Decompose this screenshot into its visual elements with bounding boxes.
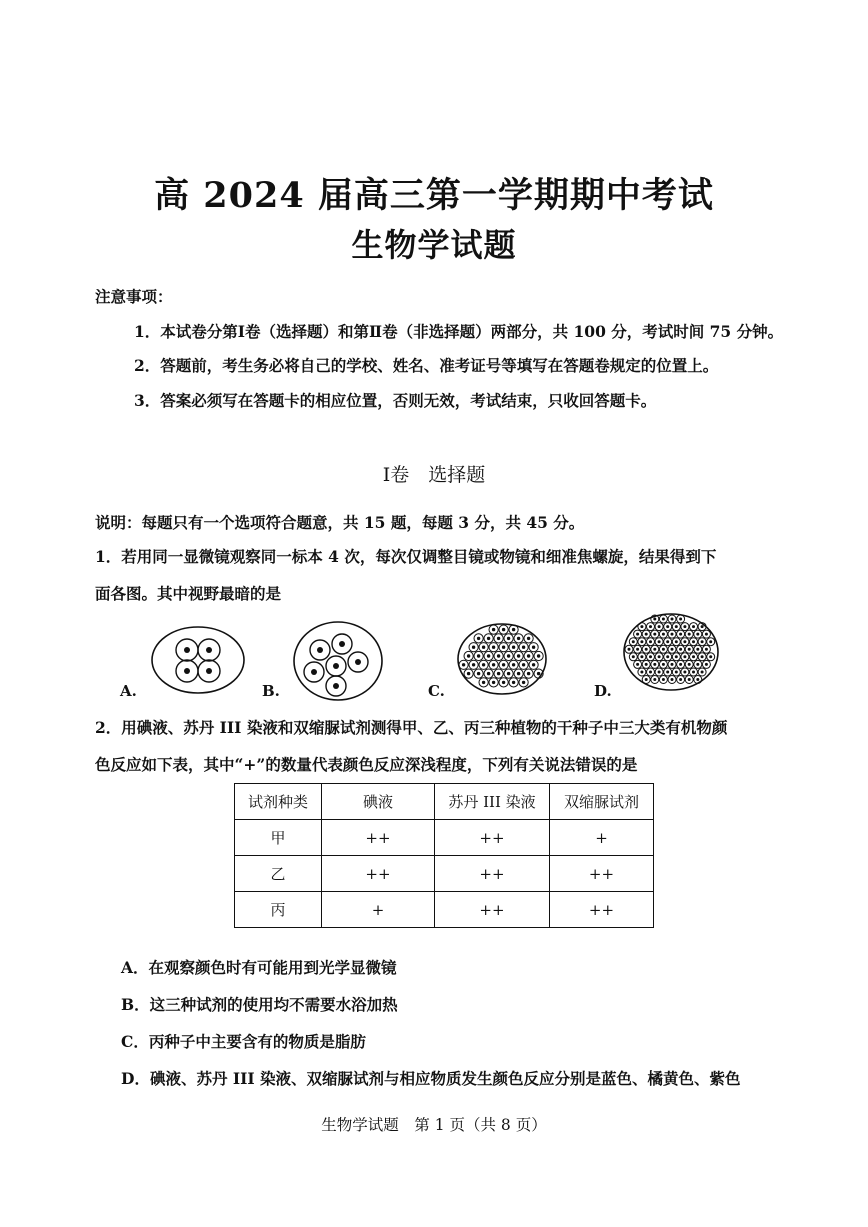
table-cell: ++ [550, 892, 654, 928]
cell-nucleus [482, 646, 485, 649]
cell-nucleus [502, 628, 505, 631]
cell-nucleus [467, 672, 470, 675]
cell-nucleus [527, 672, 530, 675]
cell-nucleus [477, 637, 480, 640]
cell-nucleus [640, 640, 643, 643]
cell-nucleus [492, 628, 495, 631]
cell-nucleus [662, 648, 665, 651]
cell-nucleus [658, 625, 661, 628]
table-row [235, 820, 654, 856]
option-b: B．这三种试剂的使用均不需要水浴加热 [121, 995, 398, 1014]
cell-nucleus [472, 646, 475, 649]
option-d: D．碘液、苏丹 III 染液、双缩脲试剂与相应物质发生颜色反应分别是蓝色、橘黄色、紫色 [121, 1069, 741, 1088]
cell-nucleus [679, 633, 682, 636]
cell-nucleus [671, 648, 674, 651]
cell-nucleus [666, 655, 669, 658]
cell-nucleus [492, 646, 495, 649]
question-1-line-2: 面各图。其中视野最暗的是 [95, 584, 282, 603]
cell-nucleus [497, 654, 500, 657]
cell-nucleus [701, 671, 704, 674]
cell-nucleus [666, 625, 669, 628]
section-title: Ⅰ卷 选择题 [382, 464, 486, 486]
cell-nucleus [666, 640, 669, 643]
cell-nucleus [497, 672, 500, 675]
cell-nucleus [662, 663, 665, 666]
cell-nucleus [482, 663, 485, 666]
cell-nucleus [696, 678, 699, 681]
cell-nucleus [649, 671, 652, 674]
cell-nucleus [683, 625, 686, 628]
option-label-a: A. [120, 682, 137, 700]
table-cell: 丙 [235, 892, 322, 928]
cell-nucleus [640, 671, 643, 674]
cell-nucleus [653, 663, 656, 666]
option-a: A．在观察颜色时有可能用到光学显微镜 [121, 958, 397, 977]
cell-nucleus [696, 648, 699, 651]
option-label-d: D. [594, 682, 612, 700]
cell-nucleus [679, 648, 682, 651]
microscope-view-b [292, 620, 384, 702]
cell-nucleus [683, 655, 686, 658]
table-header-row [235, 784, 654, 820]
cell-nucleus [662, 633, 665, 636]
cell-nucleus [692, 625, 695, 628]
cell-nucleus [517, 654, 520, 657]
cell-nucleus [467, 654, 470, 657]
cell-nucleus [671, 663, 674, 666]
cell-nucleus [696, 663, 699, 666]
cell-nucleus [653, 633, 656, 636]
cell-nucleus [705, 648, 708, 651]
cell-nucleus [658, 671, 661, 674]
cell-nucleus [705, 633, 708, 636]
table-cell: ++ [435, 856, 550, 892]
cell-nucleus [675, 655, 678, 658]
section-instruction: 说明：每题只有一个选项符合题意，共 15 题，每题 3 分，共 45 分。 [95, 513, 585, 532]
cell-nucleus [537, 654, 540, 657]
table-row [235, 856, 654, 892]
microscope-view-c [456, 622, 548, 696]
cell-nucleus [675, 640, 678, 643]
table-cell: ++ [322, 820, 435, 856]
cell-nucleus [692, 655, 695, 658]
exam-subtitle: 生物学试题 [351, 226, 517, 264]
cell-nucleus [645, 633, 648, 636]
cell-nucleus [683, 640, 686, 643]
cell-nucleus [502, 681, 505, 684]
cell-nucleus [628, 648, 631, 651]
cell-nucleus [692, 671, 695, 674]
cell-nucleus [688, 678, 691, 681]
cell-nucleus [692, 640, 695, 643]
cell-nucleus [487, 637, 490, 640]
cell-nucleus [696, 633, 699, 636]
table-header: 苏丹 III 染液 [435, 784, 550, 820]
table-cell: ++ [435, 820, 550, 856]
cell-nucleus [688, 648, 691, 651]
cell-nucleus [662, 618, 665, 621]
cell-nucleus [527, 637, 530, 640]
table-cell: + [550, 820, 654, 856]
cell-nucleus [472, 663, 475, 666]
cell-nucleus [645, 663, 648, 666]
table-header: 碘液 [322, 784, 435, 820]
table-cell: ++ [550, 856, 654, 892]
cell-nucleus [507, 672, 510, 675]
cell-nucleus [640, 625, 643, 628]
cell-nucleus [679, 663, 682, 666]
cell-nucleus [688, 663, 691, 666]
cell-nucleus [649, 640, 652, 643]
cell-nucleus [675, 671, 678, 674]
cell-nucleus [658, 640, 661, 643]
cell-nucleus [649, 625, 652, 628]
exam-title: 高 2024 届高三第一学期期中考试 [154, 175, 714, 216]
cell-nucleus [522, 646, 525, 649]
question-1-line-1: 1．若用同一显微镜观察同一标本 4 次，每次仅调整目镜或物镜和细准焦螺旋，结果得到下 [95, 547, 717, 566]
cell-nucleus [492, 681, 495, 684]
cell-nucleus [662, 678, 665, 681]
cell-nucleus [522, 681, 525, 684]
option-label-b: B. [262, 682, 280, 700]
note-item: 3．答案必须写在答题卡的相应位置，否则无效，考试结束，只收回答题卡。 [134, 391, 657, 410]
cell-nucleus [492, 663, 495, 666]
cell-nucleus [487, 654, 490, 657]
option-label-c: C. [428, 682, 445, 700]
cell-nucleus [679, 618, 682, 621]
cell-nucleus [477, 672, 480, 675]
cell-nucleus [653, 648, 656, 651]
note-item: 1．本试卷分第Ⅰ卷（选择题）和第Ⅱ卷（非选择题）两部分，共 100 分，考试时间 75 分钟。 [134, 322, 784, 341]
cell-nucleus [507, 654, 510, 657]
cell-nucleus [653, 618, 656, 621]
note-item: 2．答题前，考生务必将自己的学校、姓名、准考证号等填写在答题卷规定的位置上。 [134, 356, 719, 375]
table-cell: ++ [322, 856, 435, 892]
cell-nucleus [512, 646, 515, 649]
question-2-line-1: 2．用碘液、苏丹 III 染液和双缩脲试剂测得甲、乙、丙三种植物的干种子中三大类有机物颜 [95, 718, 728, 737]
cell-nucleus [645, 678, 648, 681]
cell-nucleus [502, 663, 505, 666]
cell-nucleus [512, 628, 515, 631]
cell-nucleus [675, 625, 678, 628]
cell-nucleus [482, 681, 485, 684]
cell-nucleus [477, 654, 480, 657]
cell-nucleus [671, 618, 674, 621]
cell-nucleus [649, 655, 652, 658]
table-cell: + [322, 892, 435, 928]
cell-nucleus [671, 633, 674, 636]
cell-nucleus [507, 637, 510, 640]
microscope-view-d [622, 612, 720, 692]
cell-nucleus [640, 655, 643, 658]
cell-nucleus [645, 648, 648, 651]
cell-nucleus [701, 655, 704, 658]
cell-nucleus [522, 663, 525, 666]
page-footer: 生物学试题 第 1 页（共 8 页） [321, 1116, 547, 1134]
cell-nucleus [671, 678, 674, 681]
cell-nucleus [532, 663, 535, 666]
cell-nucleus [497, 637, 500, 640]
cell-nucleus [683, 671, 686, 674]
cell-nucleus [517, 672, 520, 675]
table-header: 双缩脲试剂 [550, 784, 654, 820]
cell-nucleus [636, 648, 639, 651]
table-cell: 乙 [235, 856, 322, 892]
notes-heading: 注意事项： [95, 287, 173, 306]
cell-nucleus [502, 646, 505, 649]
option-c: C．丙种子中主要含有的物质是脂肪 [121, 1032, 366, 1051]
cell-nucleus [705, 663, 708, 666]
cell-nucleus [537, 672, 540, 675]
table-row [235, 892, 654, 928]
cell-nucleus [688, 633, 691, 636]
cell-nucleus [701, 625, 704, 628]
cell-nucleus [701, 640, 704, 643]
cell-nucleus [512, 681, 515, 684]
cell-nucleus [636, 663, 639, 666]
microscope-view-a [150, 625, 246, 695]
table-header: 试剂种类 [235, 784, 322, 820]
reagent-table [234, 783, 654, 928]
cell-nucleus [658, 655, 661, 658]
cell-nucleus [666, 671, 669, 674]
cell-nucleus [653, 678, 656, 681]
cell-nucleus [532, 646, 535, 649]
cell-nucleus [462, 663, 465, 666]
cell-nucleus [512, 663, 515, 666]
table-cell: 甲 [235, 820, 322, 856]
question-2-line-2: 色反应如下表，其中“+”的数量代表颜色反应深浅程度，下列有关说法错误的是 [95, 755, 638, 774]
cell-nucleus [709, 640, 712, 643]
cell-nucleus [517, 637, 520, 640]
cell-nucleus [709, 655, 712, 658]
cell-nucleus [632, 655, 635, 658]
cell-nucleus [636, 633, 639, 636]
table-cell: ++ [435, 892, 550, 928]
cell-nucleus [632, 640, 635, 643]
cell-nucleus [487, 672, 490, 675]
cell-nucleus [527, 654, 530, 657]
cell-nucleus [679, 678, 682, 681]
